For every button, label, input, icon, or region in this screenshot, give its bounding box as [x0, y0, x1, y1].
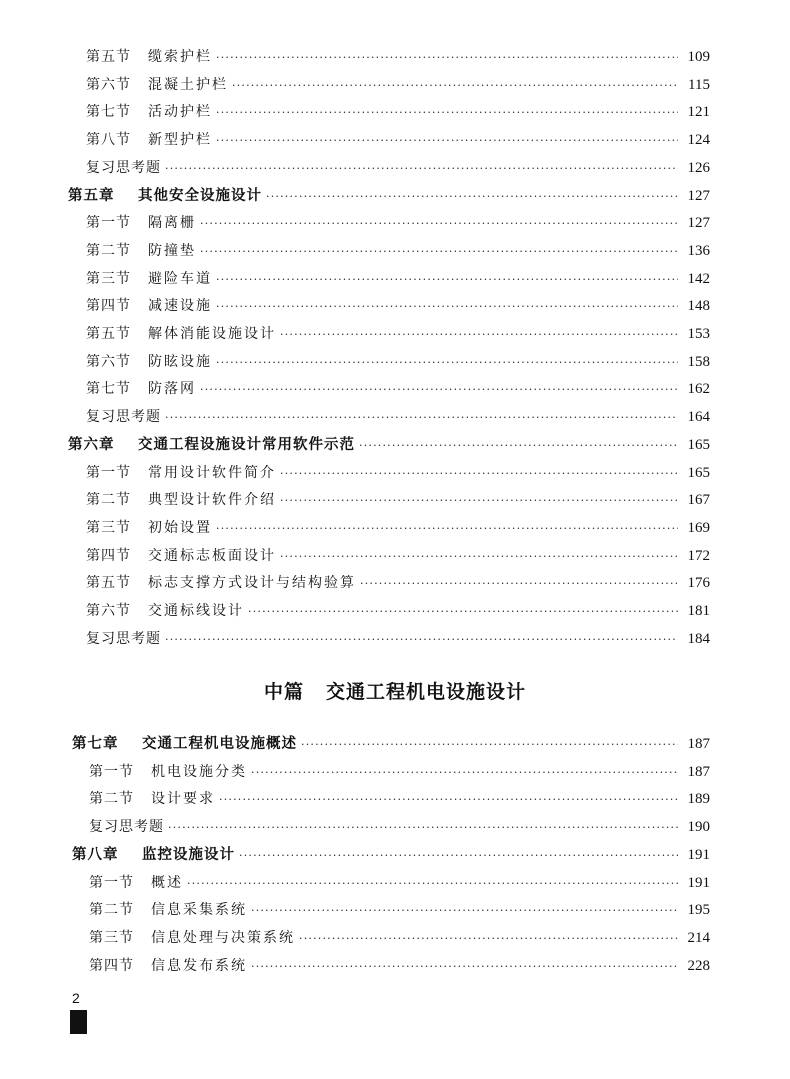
dot-leader	[280, 490, 678, 512]
toc-entry-page: 121	[687, 104, 710, 121]
toc-section-entry	[86, 323, 710, 345]
toc-entry-label: 第三节	[86, 519, 131, 536]
toc-entry-label: 第二节	[86, 242, 131, 259]
toc-entry-label: 第一节	[89, 874, 134, 891]
part-heading	[0, 677, 790, 704]
toc-section-entry	[86, 295, 710, 317]
toc-entry-page: 153	[687, 326, 710, 342]
toc-entry-label: 第七章	[72, 735, 119, 752]
toc-entry-title: 监控设施设计	[142, 845, 235, 863]
toc-entry-label: 第六节	[86, 353, 131, 370]
toc-entry-title: 初始设置	[148, 519, 212, 536]
toc-entry-title: 复习思考题	[86, 630, 161, 647]
toc-chapter-entry	[68, 185, 710, 207]
toc-entry-page: 191	[687, 874, 710, 891]
toc-entry-label: 第六章	[68, 435, 115, 453]
toc-entry-page: 126	[687, 159, 710, 176]
toc-entry-title: 复习思考题	[86, 159, 161, 176]
toc-entry-page: 148	[687, 298, 710, 315]
toc-chapter-entry	[72, 733, 710, 755]
toc-section-entry	[86, 129, 710, 151]
toc-entry-page: 158	[687, 353, 710, 370]
toc-section-entry	[86, 517, 710, 539]
toc-entry-page: 109	[687, 49, 710, 65]
dot-leader	[216, 130, 678, 152]
toc-chapter-entry	[68, 434, 710, 456]
toc-entry-title: 防眩设施	[148, 353, 212, 370]
toc-entry-page: 195	[687, 902, 710, 919]
toc-entry-label: 第五节	[86, 575, 131, 592]
toc-entry-title: 其他安全设施设计	[138, 186, 262, 204]
dot-leader	[359, 435, 678, 457]
toc-entry-title: 设计要求	[151, 791, 215, 808]
toc-entry-page: 167	[687, 492, 710, 509]
dot-leader	[216, 102, 678, 124]
toc-entry-page: 162	[687, 381, 710, 398]
dot-leader	[232, 75, 678, 97]
toc-section-entry	[86, 268, 710, 290]
toc-entry-page: 115	[688, 76, 710, 93]
dot-leader	[168, 817, 678, 839]
toc-entry-title: 机电设施分类	[151, 763, 247, 780]
toc-entry-label: 第七节	[86, 104, 131, 121]
dot-leader	[251, 900, 678, 922]
toc-entry-label: 第八章	[72, 845, 119, 863]
toc-section-entry	[89, 788, 710, 810]
toc-entry-title: 交通工程机电设施概述	[142, 735, 297, 752]
toc-entry-page: 165	[687, 436, 710, 453]
toc-entry-title: 防落网	[148, 381, 196, 398]
dot-leader	[187, 873, 678, 895]
toc-section-entry	[86, 74, 710, 96]
dot-leader	[216, 518, 678, 540]
toc-section-entry	[89, 872, 710, 894]
toc-section-entry	[86, 240, 710, 262]
toc-entry-title: 复习思考题	[86, 409, 161, 426]
toc-section-entry	[89, 899, 710, 921]
toc-review-entry	[86, 628, 710, 650]
toc-entry-label: 第五章	[68, 186, 115, 204]
dot-leader	[239, 845, 678, 867]
toc-section-entry	[89, 955, 710, 977]
toc-entry-label: 第三节	[89, 929, 134, 946]
toc-entry-label: 第二节	[89, 791, 134, 808]
toc-review-entry	[86, 406, 710, 428]
toc-entry-page: 228	[687, 957, 710, 974]
toc-section-entry	[86, 101, 710, 123]
toc-entry-page: 127	[687, 187, 710, 204]
toc-section-entry	[86, 351, 710, 373]
part-title: 交通工程机电设施设计	[326, 681, 527, 703]
toc-entry-page: 184	[687, 630, 710, 647]
toc-entry-page: 191	[687, 846, 710, 863]
toc-section-entry	[86, 572, 710, 594]
dot-leader	[200, 213, 678, 235]
dot-leader	[216, 296, 678, 318]
toc-section-entry	[89, 927, 710, 949]
toc-entry-label: 第一节	[86, 464, 131, 481]
page-number: 2	[72, 990, 80, 1006]
dot-leader	[219, 789, 678, 811]
dot-leader	[248, 601, 678, 623]
toc-entry-title: 防撞垫	[148, 242, 196, 259]
dot-leader	[251, 956, 678, 978]
toc-entry-title: 信息处理与决策系统	[151, 929, 295, 946]
toc-entry-title: 交通标线设计	[148, 603, 244, 619]
dot-leader	[165, 158, 678, 180]
toc-entry-title: 避险车道	[148, 270, 212, 287]
toc-entry-title: 混凝土护栏	[148, 76, 228, 93]
toc-entry-title: 隔离栅	[148, 215, 196, 232]
toc-entry-label: 第七节	[86, 381, 131, 398]
toc-entry-page: 176	[687, 575, 710, 592]
toc-entry-title: 减速设施	[148, 298, 212, 315]
dot-leader	[280, 324, 678, 346]
toc-chapter-entry	[72, 844, 710, 866]
toc-entry-page: 124	[687, 132, 710, 149]
toc-entry-page: 190	[687, 819, 710, 836]
dot-leader	[266, 186, 678, 208]
toc-entry-title: 交通工程设施设计常用软件示范	[138, 435, 355, 453]
toc-entry-label: 第六节	[86, 76, 131, 93]
toc-entry-label: 第四节	[86, 547, 131, 564]
toc-entry-label: 第四节	[86, 298, 131, 315]
toc-section-entry	[89, 761, 710, 783]
toc-entry-title: 概述	[151, 874, 183, 891]
toc-entry-page: 181	[687, 603, 710, 619]
toc-entry-label: 第五节	[86, 326, 131, 342]
dot-leader	[216, 352, 678, 374]
toc-review-entry	[86, 157, 710, 179]
toc-entry-label: 第六节	[86, 603, 131, 619]
toc-entry-page: 142	[687, 270, 710, 287]
dot-leader	[280, 546, 678, 568]
dot-leader	[216, 269, 678, 291]
dot-leader	[299, 928, 678, 950]
toc-section-entry	[86, 212, 710, 234]
toc-entry-label: 第一节	[86, 215, 131, 232]
part-label: 中篇	[263, 681, 304, 703]
dot-leader	[216, 47, 678, 69]
toc-section-entry	[86, 462, 710, 484]
toc-entry-label: 第二节	[89, 902, 134, 919]
toc-entry-title: 缆索护栏	[148, 49, 212, 65]
toc-entry-title: 典型设计软件介绍	[148, 492, 276, 509]
toc-section-entry	[86, 600, 710, 622]
toc-entry-page: 189	[687, 791, 710, 808]
toc-entry-title: 交通标志板面设计	[148, 547, 276, 564]
toc-entry-label: 第一节	[89, 763, 134, 780]
toc-section-entry	[86, 46, 710, 68]
toc-entry-page: 169	[687, 519, 710, 536]
dot-leader	[200, 241, 678, 263]
toc-entry-title: 标志支撑方式设计与结构验算	[148, 575, 356, 592]
toc-entry-page: 136	[687, 242, 710, 259]
toc-entry-label: 第五节	[86, 49, 131, 65]
toc-section-entry	[86, 378, 710, 400]
toc-entry-label: 第四节	[89, 957, 134, 974]
toc-entry-page: 165	[687, 464, 710, 481]
dot-leader	[360, 573, 678, 595]
toc-review-entry	[89, 816, 710, 838]
dot-leader	[165, 407, 678, 429]
toc-entry-label: 第三节	[86, 270, 131, 287]
toc-entry-page: 172	[687, 547, 710, 564]
toc-section-entry	[86, 489, 710, 511]
dot-leader	[165, 629, 678, 651]
toc-entry-page: 127	[687, 215, 710, 232]
page-edge-marker	[70, 1010, 87, 1034]
toc-entry-page: 214	[687, 929, 710, 946]
toc-entry-title: 信息发布系统	[151, 957, 247, 974]
toc-entry-title: 解体消能设施设计	[148, 326, 276, 342]
toc-entry-page: 164	[687, 409, 710, 426]
toc-entry-label: 第二节	[86, 492, 131, 509]
toc-entry-page: 187	[687, 736, 710, 752]
dot-leader	[301, 734, 678, 756]
dot-leader	[280, 463, 678, 485]
toc-entry-title: 活动护栏	[148, 104, 212, 121]
toc-entry-title: 新型护栏	[148, 132, 212, 149]
dot-leader	[251, 762, 678, 784]
toc-entry-title: 信息采集系统	[151, 902, 247, 919]
toc-entry-page: 187	[687, 763, 710, 780]
toc-entry-label: 第八节	[86, 132, 131, 149]
toc-section-entry	[86, 545, 710, 567]
toc-entry-title: 常用设计软件简介	[148, 464, 276, 481]
toc-entry-title: 复习思考题	[89, 819, 164, 836]
dot-leader	[200, 379, 678, 401]
